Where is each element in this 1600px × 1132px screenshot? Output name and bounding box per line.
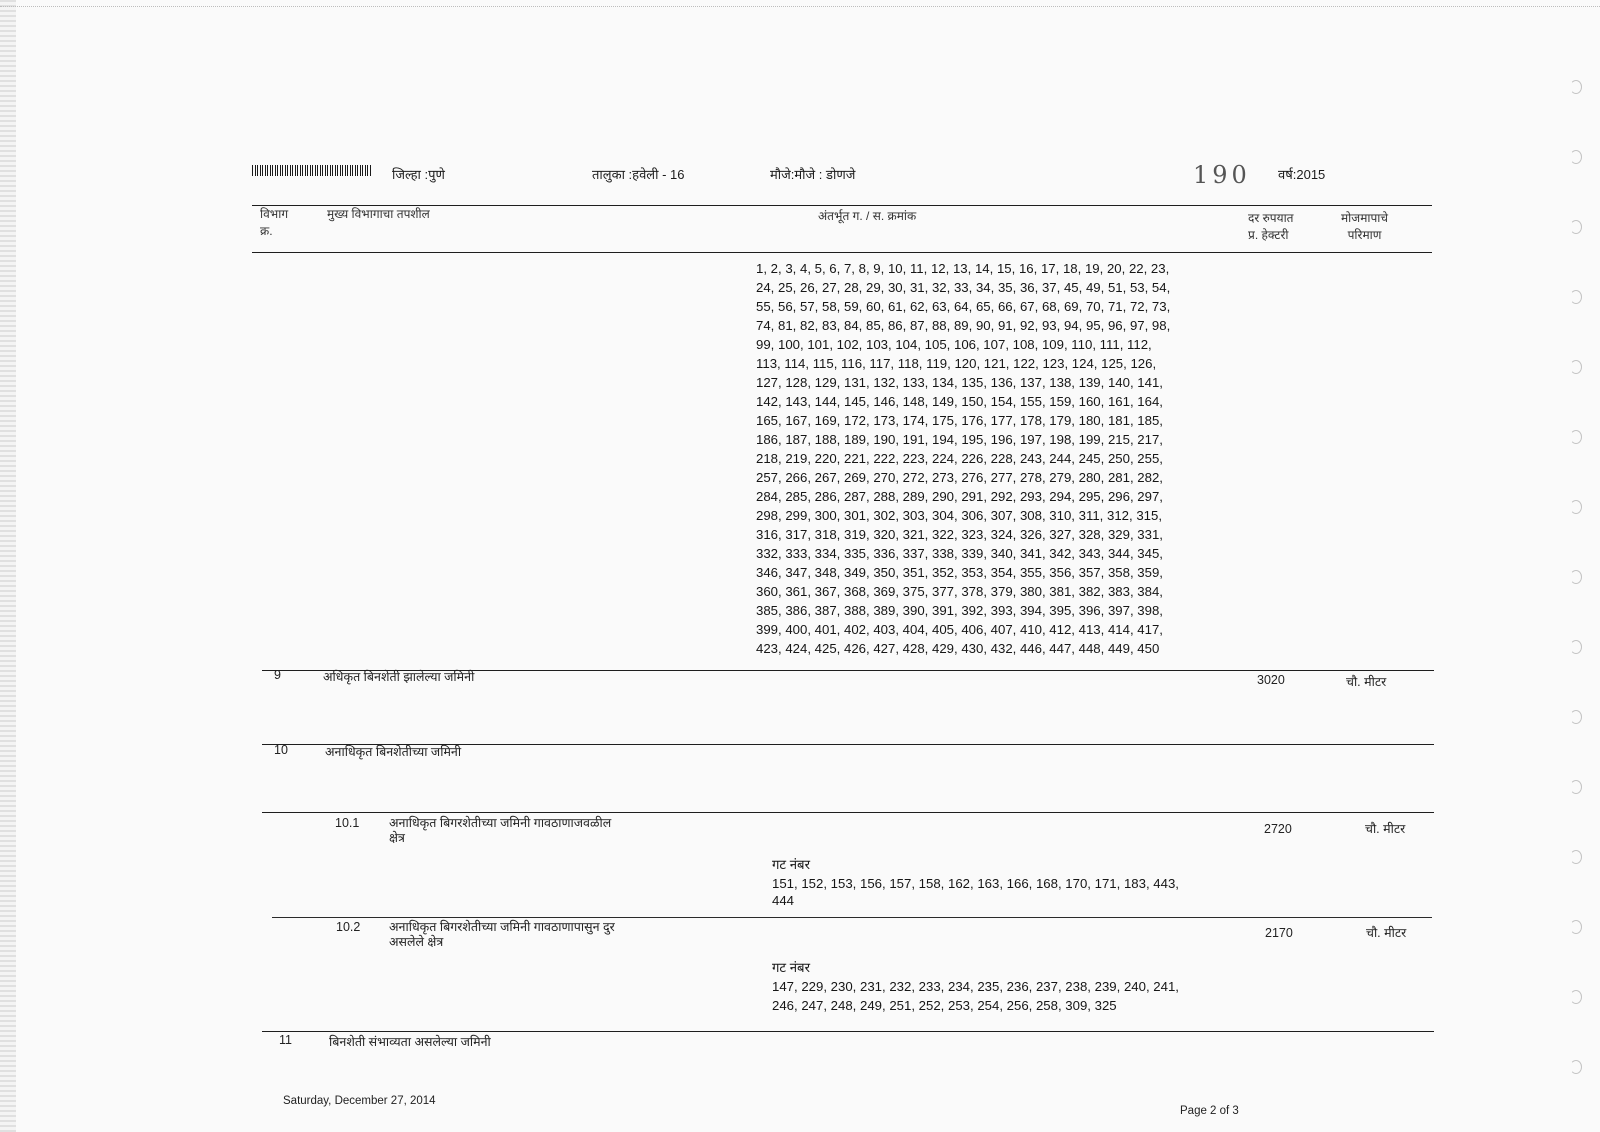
row-10-2-unit: चौ. मीटर (1366, 926, 1407, 940)
survey-number-line: 127, 128, 129, 131, 132, 133, 134, 135, 136, 137, 138, 139, 140, 141, (756, 375, 1163, 390)
row-11-number: 11 (279, 1033, 292, 1047)
row-10-1-rate: 2720 (1264, 822, 1292, 836)
col-survey-numbers: अंतर्भूत ग. / स. क्रमांक (818, 209, 917, 223)
survey-number-line: 186, 187, 188, 189, 190, 191, 194, 195, 196, 197, 198, 199, 215, 217, (756, 432, 1163, 447)
survey-number-line: 385, 386, 387, 388, 389, 390, 391, 392, 393, 394, 395, 396, 397, 398, (756, 603, 1163, 618)
row-separator (272, 917, 1432, 918)
survey-number-line: 165, 167, 169, 172, 173, 174, 175, 176, 177, 178, 179, 180, 181, 185, (756, 413, 1163, 428)
row-10-1-gat-numbers: गट नंबर 151, 152, 153, 156, 157, 158, 162, 163, 166, 168, 170, 171, 183, 443, 444 (772, 857, 1179, 908)
survey-number-line: 360, 361, 367, 368, 369, 375, 377, 378, 379, 380, 381, 382, 383, 384, (756, 584, 1163, 599)
row-10-1-unit: चौ. मीटर (1365, 822, 1406, 836)
survey-number-line: 74, 81, 82, 83, 84, 85, 86, 87, 88, 89, 90, 91, 92, 93, 94, 95, 96, 97, 98, (756, 318, 1171, 333)
survey-number-line: 99, 100, 101, 102, 103, 104, 105, 106, 107, 108, 109, 110, 111, 112, (756, 337, 1152, 352)
survey-number-line: 142, 143, 144, 145, 146, 148, 149, 150, 154, 155, 159, 160, 161, 164, (756, 394, 1163, 409)
footer-date: Saturday, December 27, 2014 (283, 1095, 436, 1107)
row-9-number: 9 (274, 668, 281, 682)
survey-number-list (756, 259, 1170, 658)
row-9-unit: चौ. मीटर (1346, 675, 1387, 689)
village-label: मौजे:मौजे : डोणजे (770, 167, 856, 182)
col-main-division: मुख्य विभागाचा तपशील (327, 207, 430, 221)
col-rate: दर रुपयात प्र. हेक्टरी (1248, 211, 1294, 242)
survey-number-line: 346, 347, 348, 349, 350, 351, 352, 353, 354, 355, 356, 357, 358, 359, (756, 565, 1163, 580)
row-separator (262, 1031, 1434, 1032)
district-label: जिल्हा :पुणे (392, 167, 445, 182)
survey-number-line: 218, 219, 220, 221, 222, 223, 224, 226, 228, 243, 244, 245, 250, 255, (756, 451, 1163, 466)
row-11-label: बिनशेती संभाव्यता असलेल्या जमिनी (329, 1035, 491, 1049)
col-division-no: विभाग क्र. (260, 207, 289, 238)
row-separator (262, 812, 1434, 813)
row-9-label: अधिकृत बिनशेती झालेल्या जमिनी (323, 670, 475, 684)
row-10-number: 10 (274, 743, 288, 757)
survey-number-line: 113, 114, 115, 116, 117, 118, 119, 120, 121, 122, 123, 124, 125, 126, (756, 356, 1157, 371)
row-10-label: अनाधिकृत बिनशेतीच्या जमिनी (325, 745, 462, 759)
survey-number-line: 423, 424, 425, 426, 427, 428, 429, 430, 432, 446, 447, 448, 449, 450 (756, 641, 1160, 656)
survey-number-line: 298, 299, 300, 301, 302, 303, 304, 306, 307, 308, 310, 311, 312, 315, (756, 508, 1162, 523)
survey-number-line: 24, 25, 26, 27, 28, 29, 30, 31, 32, 33, 34, 35, 36, 37, 45, 49, 51, 53, 54, (756, 280, 1171, 295)
survey-number-line: 316, 317, 318, 319, 320, 321, 322, 323, 324, 326, 327, 328, 329, 331, (756, 527, 1163, 542)
taluka-label: तालुका :हवेली - 16 (592, 167, 685, 182)
scan-edge (0, 0, 16, 1132)
survey-number-line: 332, 333, 334, 335, 336, 337, 338, 339, 340, 341, 342, 343, 344, 345, (756, 546, 1163, 561)
row-10-2-rate: 2170 (1265, 926, 1293, 940)
row-10-1-label: अनाधिकृत बिगरशेतीच्या जमिनी गावठाणाजवळील क्षेत्र (389, 816, 612, 845)
handwritten-stamp-number: 190 (1193, 161, 1251, 189)
survey-number-line: 55, 56, 57, 58, 59, 60, 61, 62, 63, 64, 65, 66, 67, 68, 69, 70, 71, 72, 73, (756, 299, 1171, 314)
survey-number-line: 399, 400, 401, 402, 403, 404, 405, 406, 407, 410, 412, 413, 414, 417, (756, 622, 1163, 637)
footer-page-number: Page 2 of 3 (1180, 1105, 1239, 1117)
row-10-1-number: 10.1 (335, 816, 360, 830)
year-label: वर्ष:2015 (1278, 167, 1326, 182)
scan-top-edge (0, 0, 1600, 7)
survey-number-line: 284, 285, 286, 287, 288, 289, 290, 291, 292, 293, 294, 295, 296, 297, (756, 489, 1163, 504)
row-9-rate: 3020 (1257, 673, 1285, 687)
row-10-2-label: अनाधिकृत बिगरशेतीच्या जमिनी गावठाणापासुन दुर असलेले क्षेत्र (389, 920, 615, 949)
header-bottom-rule (252, 252, 1432, 253)
col-unit: मोजमापाचे परिमाण (1341, 211, 1389, 242)
row-10-2-gat-numbers: गट नंबर 147, 229, 230, 231, 232, 233, 234, 235, 236, 237, 238, 239, 240, 241, 246, 247, 248, 249, 251, 252, 253, 254, 256, 258, 309, 325 (772, 960, 1179, 1013)
row-10-2-number: 10.2 (336, 920, 361, 934)
survey-number-line: 257, 266, 267, 269, 270, 272, 273, 276, 277, 278, 279, 280, 281, 282, (756, 470, 1163, 485)
barcode (252, 165, 372, 176)
survey-number-line: 1, 2, 3, 4, 5, 6, 7, 8, 9, 10, 11, 12, 13, 14, 15, 16, 17, 18, 19, 20, 22, 23, (756, 261, 1170, 276)
